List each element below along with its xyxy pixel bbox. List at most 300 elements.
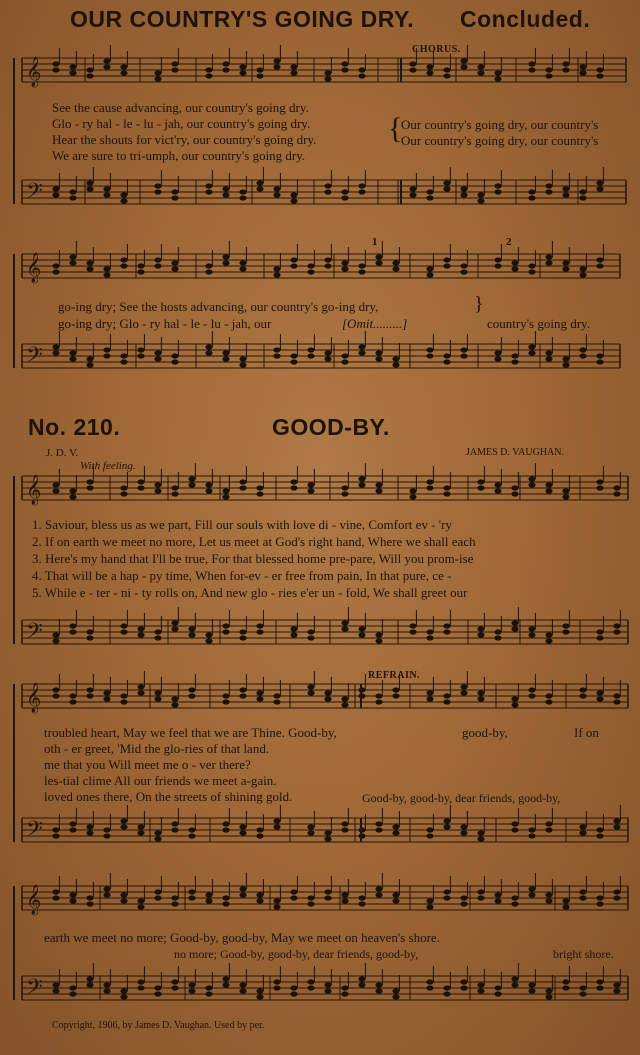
note-head: [358, 344, 365, 349]
hymn-title: GOOD-BY.: [272, 414, 390, 440]
note-head: [120, 629, 127, 634]
note-head: [188, 833, 195, 838]
note-head: [239, 356, 246, 361]
note-head: [307, 269, 314, 274]
note-head: [256, 988, 263, 993]
note-head: [86, 901, 93, 906]
note-head: [562, 979, 569, 984]
note-head: [511, 901, 518, 906]
note-head: [494, 629, 501, 634]
note-head: [443, 353, 450, 358]
note-head: [222, 629, 229, 634]
note-head: [273, 347, 280, 352]
note-head: [290, 632, 297, 637]
note-head: [86, 186, 93, 191]
note-head: [528, 350, 535, 355]
note-head: [69, 699, 76, 704]
note-head: [103, 892, 110, 897]
note-head: [188, 632, 195, 637]
note-head: [596, 67, 603, 72]
note-head: [222, 976, 229, 981]
note-head: [69, 991, 76, 996]
note-head: [494, 635, 501, 640]
note-head: [375, 488, 382, 493]
note-head: [307, 635, 314, 640]
note-head: [273, 898, 280, 903]
note-head: [392, 994, 399, 999]
note-head: [256, 827, 263, 832]
note-head: [86, 895, 93, 900]
note-head: [137, 979, 144, 984]
note-head: [290, 985, 297, 990]
note-head: [69, 898, 76, 903]
verse-line: 3. Here's my hand that I'll be true, For that blessed home pre-pare, Will you prom-ise: [32, 551, 474, 566]
lyric-line: les-tial clime All our friends we meet a-gain.: [44, 773, 277, 788]
note-head: [545, 898, 552, 903]
note-head: [273, 186, 280, 191]
note-head: [120, 257, 127, 262]
note-head: [579, 347, 586, 352]
chorus-lyrics: [401, 117, 598, 149]
note-head: [222, 186, 229, 191]
note-head: [239, 988, 246, 993]
note-head: [103, 58, 110, 63]
note-head: [528, 632, 535, 637]
note-head: [562, 356, 569, 361]
note-head: [154, 836, 161, 841]
note-head: [426, 266, 433, 271]
note-head: [477, 192, 484, 197]
note-head: [154, 482, 161, 487]
note-head: [596, 359, 603, 364]
note-head: [528, 827, 535, 832]
note-head: [239, 485, 246, 490]
note-head: [443, 491, 450, 496]
note-head: [205, 632, 212, 637]
note-head: [154, 985, 161, 990]
note-head: [341, 266, 348, 271]
note-head: [239, 830, 246, 835]
note-head: [460, 192, 467, 197]
note-head: [120, 824, 127, 829]
note-head: [69, 488, 76, 493]
note-head: [494, 263, 501, 268]
note-head: [528, 988, 535, 993]
note-head: [273, 64, 280, 69]
note-head: [154, 696, 161, 701]
note-head: [256, 696, 263, 701]
note-head: [341, 61, 348, 66]
note-head: [409, 192, 416, 197]
note-head: [256, 994, 263, 999]
note-head: [494, 488, 501, 493]
note-head: [443, 359, 450, 364]
note-head: [86, 693, 93, 698]
note-head: [137, 824, 144, 829]
note-head: [290, 353, 297, 358]
note-head: [69, 195, 76, 200]
note-head: [222, 488, 229, 493]
note-head: [290, 359, 297, 364]
note-head: [307, 895, 314, 900]
note-head: [426, 70, 433, 75]
note-head: [545, 189, 552, 194]
note-head: [239, 982, 246, 987]
note-head: [222, 982, 229, 987]
treble-clef-icon: 𝄞: [26, 475, 42, 505]
note-head: [324, 889, 331, 894]
note-head: [256, 67, 263, 72]
note-head: [545, 693, 552, 698]
note-head: [324, 836, 331, 841]
note-head: [120, 359, 127, 364]
lyric-line: me that you Will meet me o - ver there?: [44, 757, 251, 772]
note-head: [171, 195, 178, 200]
note-head: [273, 58, 280, 63]
note-head: [341, 991, 348, 996]
ending-2: 2: [506, 236, 512, 248]
note-head: [103, 347, 110, 352]
note-head: [324, 189, 331, 194]
note-head: [460, 347, 467, 352]
note-head: [171, 61, 178, 66]
note-head: [443, 629, 450, 634]
note-head: [341, 67, 348, 72]
note-head: [358, 183, 365, 188]
note-head: [324, 350, 331, 355]
note-head: [579, 195, 586, 200]
note-head: [545, 482, 552, 487]
note-head: [222, 61, 229, 66]
note-head: [171, 620, 178, 625]
note-head: [103, 690, 110, 695]
concluded-label: Concluded.: [460, 6, 591, 32]
note-head: [545, 988, 552, 993]
note-head: [154, 356, 161, 361]
note-head: [562, 985, 569, 990]
note-head: [375, 892, 382, 897]
note-head: [545, 254, 552, 259]
lyric-line: country's going dry.: [487, 316, 590, 331]
note-head: [324, 356, 331, 361]
note-head: [341, 702, 348, 707]
note-head: [171, 491, 178, 496]
note-head: [426, 979, 433, 984]
note-head: [86, 266, 93, 271]
note-head: [154, 895, 161, 900]
note-head: [341, 353, 348, 358]
note-head: [579, 991, 586, 996]
note-head: [273, 699, 280, 704]
note-head: [426, 833, 433, 838]
note-head: [324, 690, 331, 695]
note-head: [52, 693, 59, 698]
note-head: [256, 629, 263, 634]
note-head: [477, 479, 484, 484]
note-head: [86, 73, 93, 78]
note-head: [137, 904, 144, 909]
note-head: [273, 266, 280, 271]
note-head: [545, 67, 552, 72]
note-head: [528, 263, 535, 268]
note-head: [307, 347, 314, 352]
note-head: [103, 833, 110, 838]
note-head: [596, 979, 603, 984]
note-head: [613, 699, 620, 704]
refrain-label: REFRAIN.: [368, 670, 421, 681]
note-head: [188, 982, 195, 987]
verse-line: 4. That will be a hap - py time, When for-ev - er free from pain, In that pure, ce -: [32, 568, 452, 583]
note-head: [494, 183, 501, 188]
note-head: [52, 638, 59, 643]
note-head: [426, 635, 433, 640]
note-head: [562, 898, 569, 903]
note-head: [307, 690, 314, 695]
note-head: [69, 356, 76, 361]
note-head: [103, 982, 110, 987]
note-head: [52, 827, 59, 832]
note-head: [120, 263, 127, 268]
note-head: [494, 482, 501, 487]
note-head: [324, 76, 331, 81]
note-head: [528, 693, 535, 698]
note-head: [154, 350, 161, 355]
note-head: [613, 693, 620, 698]
note-head: [137, 485, 144, 490]
note-head: [137, 830, 144, 835]
note-head: [613, 491, 620, 496]
note-head: [375, 886, 382, 891]
note-head: [222, 67, 229, 72]
note-head: [545, 827, 552, 832]
note-head: [613, 824, 620, 829]
note-head: [222, 192, 229, 197]
note-head: [103, 988, 110, 993]
note-head: [324, 830, 331, 835]
note-head: [392, 988, 399, 993]
note-head: [375, 693, 382, 698]
note-head: [120, 994, 127, 999]
note-head: [69, 254, 76, 259]
note-head: [613, 982, 620, 987]
note-head: [69, 629, 76, 634]
note-head: [341, 491, 348, 496]
note-head: [188, 687, 195, 692]
note-head: [528, 886, 535, 891]
note-head: [290, 70, 297, 75]
note-head: [154, 257, 161, 262]
note-head: [358, 73, 365, 78]
note-head: [205, 189, 212, 194]
note-head: [596, 263, 603, 268]
note-head: [443, 623, 450, 628]
note-head: [273, 272, 280, 277]
note-head: [477, 64, 484, 69]
note-head: [596, 629, 603, 634]
note-head: [443, 699, 450, 704]
brace-icon: }: [474, 293, 484, 315]
note-head: [188, 895, 195, 900]
note-head: [171, 901, 178, 906]
note-head: [426, 985, 433, 990]
note-head: [188, 693, 195, 698]
note-head: [392, 266, 399, 271]
note-head: [307, 824, 314, 829]
note-head: [358, 350, 365, 355]
note-head: [239, 629, 246, 634]
note-head: [545, 260, 552, 265]
note-head: [171, 895, 178, 900]
note-head: [460, 830, 467, 835]
note-head: [341, 898, 348, 903]
note-head: [341, 985, 348, 990]
lyric-line: Our country's going dry, our country's: [401, 133, 599, 148]
note-head: [358, 67, 365, 72]
note-head: [324, 257, 331, 262]
note-head: [171, 359, 178, 364]
note-head: [120, 693, 127, 698]
note-head: [596, 353, 603, 358]
note-head: [307, 482, 314, 487]
note-head: [222, 494, 229, 499]
note-head: [477, 485, 484, 490]
note-head: [52, 269, 59, 274]
note-head: [86, 629, 93, 634]
note-head: [562, 260, 569, 265]
note-head: [477, 632, 484, 637]
note-head: [171, 827, 178, 832]
note-head: [613, 988, 620, 993]
note-head: [171, 821, 178, 826]
note-head: [239, 479, 246, 484]
note-head: [120, 892, 127, 897]
note-head: [86, 830, 93, 835]
note-head: [69, 70, 76, 75]
note-head: [341, 827, 348, 832]
note-head: [137, 632, 144, 637]
note-head: [137, 269, 144, 274]
note-head: [528, 687, 535, 692]
note-head: [324, 982, 331, 987]
note-head: [222, 821, 229, 826]
treble-clef-icon: 𝄞: [26, 885, 42, 915]
note-head: [579, 824, 586, 829]
note-head: [307, 901, 314, 906]
note-head: [511, 696, 518, 701]
note-head: [290, 198, 297, 203]
note-head: [528, 189, 535, 194]
note-head: [256, 623, 263, 628]
note-head: [596, 833, 603, 838]
note-head: [205, 344, 212, 349]
note-head: [154, 889, 161, 894]
note-head: [154, 830, 161, 835]
note-head: [358, 901, 365, 906]
note-head: [460, 684, 467, 689]
note-head: [460, 901, 467, 906]
note-head: [528, 833, 535, 838]
note-head: [154, 263, 161, 268]
note-head: [273, 192, 280, 197]
note-head: [154, 189, 161, 194]
note-head: [443, 818, 450, 823]
verse-line: 2. If on earth we meet no more, Let us meet at God's right hand, Where we shall each: [32, 534, 476, 549]
note-head: [528, 61, 535, 66]
note-head: [222, 623, 229, 628]
note-head: [579, 70, 586, 75]
note-head: [511, 895, 518, 900]
note-head: [494, 985, 501, 990]
note-head: [205, 263, 212, 268]
note-head: [307, 830, 314, 835]
note-head: [579, 64, 586, 69]
note-head: [52, 895, 59, 900]
note-head: [290, 895, 297, 900]
note-head: [443, 824, 450, 829]
note-head: [426, 347, 433, 352]
note-head: [375, 982, 382, 987]
note-head: [511, 702, 518, 707]
note-head: [426, 479, 433, 484]
note-head: [460, 269, 467, 274]
note-head: [52, 632, 59, 637]
note-head: [69, 827, 76, 832]
note-head: [222, 350, 229, 355]
note-head: [239, 635, 246, 640]
note-head: [290, 889, 297, 894]
note-head: [613, 623, 620, 628]
note-head: [86, 687, 93, 692]
note-head: [256, 485, 263, 490]
note-head: [511, 491, 518, 496]
note-head: [460, 186, 467, 191]
note-head: [545, 892, 552, 897]
note-head: [256, 898, 263, 903]
note-head: [511, 626, 518, 631]
note-head: [596, 895, 603, 900]
note-head: [256, 186, 263, 191]
note-head: [69, 494, 76, 499]
note-head: [205, 482, 212, 487]
note-head: [477, 836, 484, 841]
note-head: [477, 830, 484, 835]
note-head: [443, 180, 450, 185]
note-head: [290, 991, 297, 996]
note-head: [545, 488, 552, 493]
note-head: [222, 699, 229, 704]
note-head: [188, 827, 195, 832]
system2-lyrics: [44, 725, 337, 805]
note-head: [545, 632, 552, 637]
note-head: [375, 699, 382, 704]
note-head: [154, 690, 161, 695]
note-head: [443, 186, 450, 191]
note-head: [494, 898, 501, 903]
note-head: [307, 684, 314, 689]
note-head: [256, 73, 263, 78]
note-head: [477, 982, 484, 987]
note-head: [52, 482, 59, 487]
note-head: [103, 186, 110, 191]
note-head: [443, 991, 450, 996]
note-head: [460, 263, 467, 268]
note-head: [358, 626, 365, 631]
note-head: [511, 976, 518, 981]
note-head: [545, 356, 552, 361]
note-head: [120, 988, 127, 993]
note-head: [86, 180, 93, 185]
note-head: [579, 272, 586, 277]
